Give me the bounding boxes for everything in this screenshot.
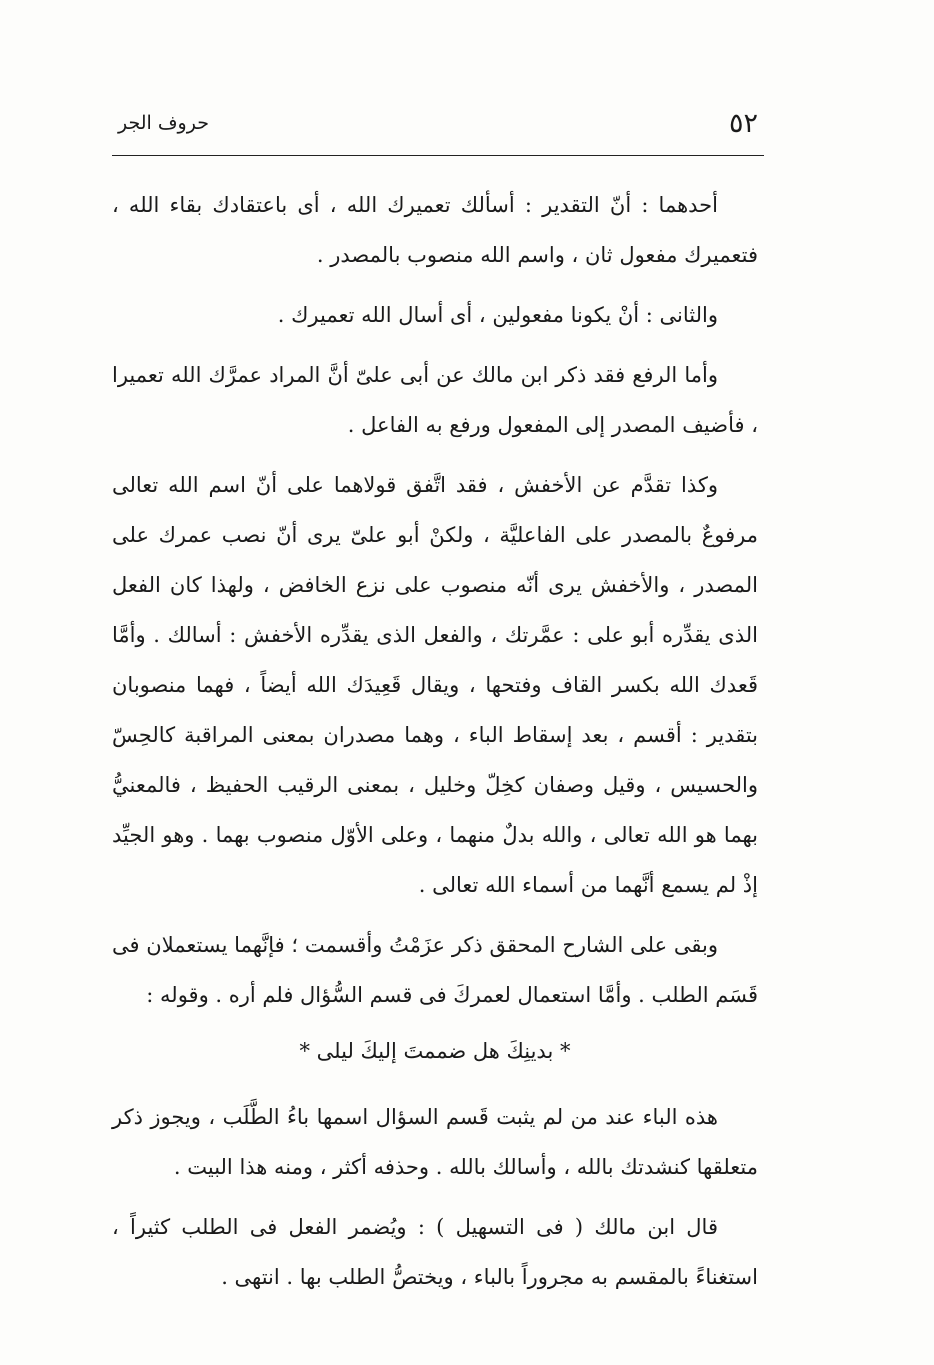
paragraph-6: هذه الباء عند من لم يثبت قَسم السؤال اسمها باءُ الطَّلَب ، ويجوز ذكر متعلقها كنشدتك بالله ، وأسالك بالله . وحذفه أكثر ، ومنه هذا البيت . [112,1105,758,1179]
paragraph-4: وكذا تقدَّم عن الأخفش ، فقد اتَّفق قولاهما على أنّ اسم الله تعالى مرفوعٌ بالمصدر على الفاعليَّة ، ولكنْ أبو علىّ يرى أنّ نصب عمرك على المصدر ، والأخفش يرى أنّه منصوب على نزع الخافض ، ولهذا كان الفعل الذى يقدِّره أبو على : عمَّرتك ، والفعل الذى يقدِّره الأخفش : أسالك . وأمَّا قَعدك الله بكسر القاف وفتحها ، ويقال قَعِيدَك الله أيضاً ، فهما منصوبان بتقدير : أقسم ، بعد إسقاط الباء ، وهما مصدران بمعنى المراقبة كالحِسّ والحسيس ، وقيل وصفان كخِلّ وخليل ، بمعنى الرقيب الحفيظ ، فالمعنيُّ بهما هو الله تعالى ، والله بدلٌ منهما ، وعلى الأوّل منصوب بهما . وهو الجيِّد إذْ لم يسمع أنَّهما من أسماء الله تعالى . [112,473,758,897]
verse-line: * بدينِكَ هل ضممتَ إليكَ ليلى * [299,1039,571,1063]
page-header [112,108,764,156]
paragraph-2: والثانى : أنْ يكونا مفعولين ، أى أسال الله تعميرك . [277,303,718,327]
paragraph-5: وبقى على الشارح المحقق ذكر عزَمْتُ وأقسمت ؛ فإنَّهما يستعملان فى قَسَم الطلب . وأمَّا استعمال لعمركَ فى قسم السُّؤال فلم أره . وقوله : [112,933,758,1007]
paragraph-3: وأما الرفع فقد ذكر ابن مالك عن أبى علىّ أنَّ المراد عمرَّك الله تعميرا ، فأضيف المصدر إلى المفعول ورفع به الفاعل . [112,363,758,437]
paragraph-7: قال ابن مالك ( فى التسهيل ) : ويُضمر الفعل فى الطلب كثيراً ، استغناءً بالمقسم به مجروراً بالباء ، ويختصُّ الطلب بها . انتهى . [112,1215,758,1289]
running-header-title: حروف الجر [118,112,209,134]
paragraph-1: أحدهما : أنّ التقدير : أسألك تعميرك الله ، أى باعتقادك بقاء الله ، فتعميرك مفعول ثان ، واسم الله منصوب بالمصدر . [112,193,758,267]
header-rule [112,155,764,156]
page-number: ٥٢ [728,108,758,139]
page-body [112,180,758,1312]
